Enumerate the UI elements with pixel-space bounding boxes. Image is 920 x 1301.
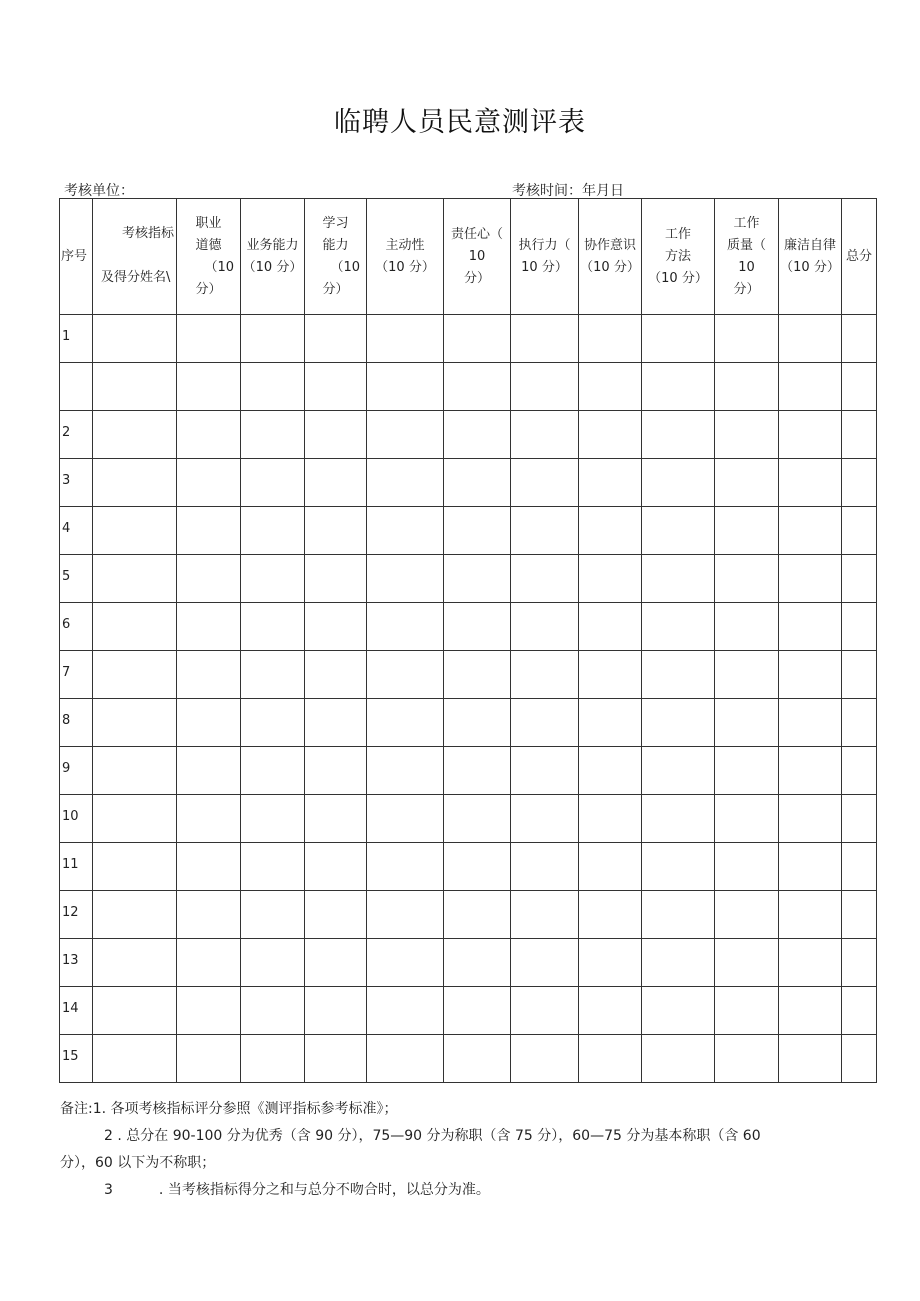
score-cell[interactable]: [579, 699, 642, 747]
note-line-4: [60, 1177, 840, 1204]
table-row: [60, 651, 877, 699]
score-cell[interactable]: [305, 987, 367, 1035]
header-diagonal: [93, 199, 177, 315]
score-cell[interactable]: [715, 987, 779, 1035]
score-cell[interactable]: [779, 795, 842, 843]
row-number-text: 7: [62, 664, 71, 680]
score-cell[interactable]: [305, 939, 367, 987]
header-seq: 序号: [60, 199, 93, 315]
score-cell[interactable]: [367, 555, 444, 603]
score-cell[interactable]: [779, 459, 842, 507]
score-cell[interactable]: [511, 459, 579, 507]
table-row: [60, 315, 877, 363]
table-row: [60, 891, 877, 939]
note-line-4-number: 3: [104, 1182, 113, 1198]
score-cell[interactable]: [241, 651, 305, 699]
score-cell[interactable]: [511, 939, 579, 987]
score-cell[interactable]: [305, 891, 367, 939]
table-row: [60, 1035, 877, 1083]
score-cell[interactable]: [642, 363, 715, 411]
score-cell[interactable]: [177, 1035, 241, 1083]
score-cell[interactable]: [511, 747, 579, 795]
score-cell[interactable]: [842, 843, 877, 891]
score-cell[interactable]: [779, 843, 842, 891]
note-line-2: 2 . 总分在 90-100 分为优秀（含 90 分），75—90 分为称职（含 75 分），60—75 分为基本称职（含 60: [104, 1128, 761, 1144]
score-cell[interactable]: [842, 363, 877, 411]
row-number-text: 11: [62, 856, 79, 872]
table-row: [60, 459, 877, 507]
score-cell[interactable]: [715, 411, 779, 459]
score-cell[interactable]: [642, 795, 715, 843]
score-cell[interactable]: [367, 651, 444, 699]
score-cell[interactable]: [367, 843, 444, 891]
table-row: [60, 411, 877, 459]
score-cell[interactable]: [444, 459, 511, 507]
score-cell[interactable]: [715, 795, 779, 843]
score-cell[interactable]: [367, 315, 444, 363]
score-cell[interactable]: [842, 699, 877, 747]
score-cell[interactable]: [305, 555, 367, 603]
score-cell[interactable]: [579, 891, 642, 939]
score-cell[interactable]: [444, 507, 511, 555]
score-cell[interactable]: [93, 459, 177, 507]
score-cell[interactable]: [444, 843, 511, 891]
score-cell[interactable]: [511, 411, 579, 459]
score-cell[interactable]: [579, 315, 642, 363]
score-cell[interactable]: [93, 603, 177, 651]
evaluation-table: [59, 198, 877, 1083]
score-cell[interactable]: [842, 459, 877, 507]
score-cell[interactable]: [444, 939, 511, 987]
table-row: [60, 507, 877, 555]
score-cell[interactable]: [305, 795, 367, 843]
score-cell[interactable]: [444, 795, 511, 843]
score-cell[interactable]: [444, 411, 511, 459]
score-cell[interactable]: [305, 507, 367, 555]
score-cell[interactable]: [779, 1035, 842, 1083]
header-row: [60, 199, 877, 315]
score-cell[interactable]: [444, 699, 511, 747]
row-number: [60, 507, 93, 555]
score-cell[interactable]: [305, 651, 367, 699]
score-cell[interactable]: [241, 507, 305, 555]
score-cell[interactable]: [367, 939, 444, 987]
score-cell[interactable]: [842, 987, 877, 1035]
score-cell[interactable]: [177, 891, 241, 939]
score-cell[interactable]: [642, 747, 715, 795]
score-cell[interactable]: [715, 747, 779, 795]
score-cell[interactable]: [367, 411, 444, 459]
score-cell[interactable]: [444, 603, 511, 651]
score-cell[interactable]: [305, 603, 367, 651]
score-cell[interactable]: [511, 363, 579, 411]
score-cell[interactable]: [241, 1035, 305, 1083]
score-cell[interactable]: [444, 363, 511, 411]
score-cell[interactable]: [715, 315, 779, 363]
score-cell[interactable]: [779, 651, 842, 699]
row-number: [60, 651, 93, 699]
score-cell[interactable]: [444, 987, 511, 1035]
row-number: [60, 699, 93, 747]
row-number: [60, 363, 93, 411]
header-professional-ethics: 职业 道德 （10 分）: [177, 199, 241, 315]
row-number: [60, 939, 93, 987]
header-diag-bottom: 及得分姓名\: [101, 270, 171, 285]
row-number-text: 1: [62, 328, 71, 344]
row-number-text: 2: [62, 424, 71, 440]
score-cell[interactable]: [642, 1035, 715, 1083]
score-cell[interactable]: [511, 795, 579, 843]
score-cell[interactable]: [367, 459, 444, 507]
score-cell[interactable]: [93, 411, 177, 459]
score-cell[interactable]: [715, 363, 779, 411]
score-cell[interactable]: [305, 459, 367, 507]
score-cell[interactable]: [511, 843, 579, 891]
score-cell[interactable]: [779, 747, 842, 795]
score-cell[interactable]: [715, 507, 779, 555]
row-number: [60, 459, 93, 507]
row-number-text: 4: [62, 520, 71, 536]
header-business-ability: 业务能力 （10 分）: [241, 199, 305, 315]
score-cell[interactable]: [842, 939, 877, 987]
row-number: [60, 555, 93, 603]
score-cell[interactable]: [642, 651, 715, 699]
table-row: [60, 987, 877, 1035]
score-cell[interactable]: [842, 315, 877, 363]
score-cell[interactable]: [241, 459, 305, 507]
score-cell[interactable]: [241, 939, 305, 987]
score-cell[interactable]: [241, 411, 305, 459]
score-cell[interactable]: [93, 1035, 177, 1083]
score-cell[interactable]: [305, 1035, 367, 1083]
score-cell[interactable]: [642, 939, 715, 987]
score-cell[interactable]: [367, 987, 444, 1035]
score-cell[interactable]: [177, 363, 241, 411]
score-cell[interactable]: [177, 459, 241, 507]
score-cell[interactable]: [642, 987, 715, 1035]
score-cell[interactable]: [715, 939, 779, 987]
score-cell[interactable]: [579, 651, 642, 699]
row-number-text: 13: [62, 952, 79, 968]
row-number-text: 3: [62, 472, 71, 488]
row-number-text: 5: [62, 568, 71, 584]
note-line-4-text: . 当考核指标得分之和与总分不吻合时，以总分为准。: [158, 1182, 490, 1198]
score-cell[interactable]: [642, 891, 715, 939]
score-cell[interactable]: [579, 747, 642, 795]
score-cell[interactable]: [177, 507, 241, 555]
table-row: [60, 603, 877, 651]
score-cell[interactable]: [93, 843, 177, 891]
note-line-1: 备注:1. 各项考核指标评分参照《测评指标参考标准》；: [60, 1101, 398, 1117]
score-cell[interactable]: [241, 363, 305, 411]
row-number-text: 8: [62, 712, 71, 728]
header-integrity: 廉洁自律 （10 分）: [779, 199, 842, 315]
note-line-3: 分），60 以下为不称职；: [60, 1155, 216, 1171]
score-cell[interactable]: [715, 555, 779, 603]
time-label: 考核时间：年月日: [512, 183, 624, 199]
row-number: [60, 891, 93, 939]
score-cell[interactable]: [715, 843, 779, 891]
row-number-text: 12: [62, 904, 79, 920]
score-cell[interactable]: [579, 603, 642, 651]
score-cell[interactable]: [444, 891, 511, 939]
row-number: [60, 411, 93, 459]
score-cell[interactable]: [93, 363, 177, 411]
score-cell[interactable]: [241, 555, 305, 603]
score-cell[interactable]: [715, 459, 779, 507]
score-cell[interactable]: [779, 987, 842, 1035]
score-cell[interactable]: [305, 699, 367, 747]
score-cell[interactable]: [511, 651, 579, 699]
score-cell[interactable]: [511, 555, 579, 603]
score-cell[interactable]: [177, 987, 241, 1035]
score-cell[interactable]: [93, 795, 177, 843]
score-cell[interactable]: [444, 651, 511, 699]
score-cell[interactable]: [367, 1035, 444, 1083]
score-cell[interactable]: [579, 555, 642, 603]
score-cell[interactable]: [579, 795, 642, 843]
header-responsibility: 责任心（ 10 分）: [444, 199, 511, 315]
score-cell[interactable]: [842, 411, 877, 459]
score-cell[interactable]: [305, 315, 367, 363]
score-cell[interactable]: [93, 747, 177, 795]
score-cell[interactable]: [177, 939, 241, 987]
score-cell[interactable]: [93, 315, 177, 363]
score-cell[interactable]: [241, 891, 305, 939]
score-cell[interactable]: [779, 699, 842, 747]
score-cell[interactable]: [305, 843, 367, 891]
table-row: [60, 699, 877, 747]
score-cell[interactable]: [715, 603, 779, 651]
score-cell[interactable]: [642, 315, 715, 363]
header-work-quality: 工作 质量（ 10 分）: [715, 199, 779, 315]
score-cell[interactable]: [579, 363, 642, 411]
score-cell[interactable]: [177, 747, 241, 795]
score-cell[interactable]: [579, 987, 642, 1035]
score-cell[interactable]: [715, 891, 779, 939]
score-cell[interactable]: [779, 891, 842, 939]
score-cell[interactable]: [367, 795, 444, 843]
score-cell[interactable]: [842, 507, 877, 555]
row-number-text: 10: [62, 808, 79, 824]
score-cell[interactable]: [715, 651, 779, 699]
notes: [60, 1096, 840, 1204]
score-cell[interactable]: [177, 795, 241, 843]
score-cell[interactable]: [177, 555, 241, 603]
score-cell[interactable]: [93, 651, 177, 699]
score-cell[interactable]: [367, 747, 444, 795]
score-cell[interactable]: [241, 699, 305, 747]
score-cell[interactable]: [93, 891, 177, 939]
score-cell[interactable]: [842, 555, 877, 603]
score-cell[interactable]: [177, 699, 241, 747]
score-cell[interactable]: [511, 891, 579, 939]
score-cell[interactable]: [511, 507, 579, 555]
unit-label: 考核单位：: [64, 183, 134, 199]
row-number: [60, 1035, 93, 1083]
score-cell[interactable]: [779, 603, 842, 651]
score-cell[interactable]: [779, 939, 842, 987]
score-cell[interactable]: [511, 315, 579, 363]
score-cell[interactable]: [93, 699, 177, 747]
score-cell[interactable]: [511, 1035, 579, 1083]
score-cell[interactable]: [93, 987, 177, 1035]
score-cell[interactable]: [779, 555, 842, 603]
score-cell[interactable]: [779, 411, 842, 459]
score-cell[interactable]: [642, 603, 715, 651]
score-cell[interactable]: [305, 363, 367, 411]
score-cell[interactable]: [842, 651, 877, 699]
table-row: [60, 843, 877, 891]
row-number: [60, 315, 93, 363]
score-cell[interactable]: [715, 1035, 779, 1083]
score-cell[interactable]: [367, 507, 444, 555]
score-cell[interactable]: [579, 843, 642, 891]
score-cell[interactable]: [642, 507, 715, 555]
header-work-method: 工作 方法 （10 分）: [642, 199, 715, 315]
row-number-text: 9: [62, 760, 71, 776]
page-title: 临聘人员民意测评表: [334, 107, 586, 138]
score-cell[interactable]: [241, 747, 305, 795]
header-total: 总分: [842, 199, 877, 315]
score-cell[interactable]: [579, 411, 642, 459]
score-cell[interactable]: [579, 939, 642, 987]
score-cell[interactable]: [93, 555, 177, 603]
score-cell[interactable]: [642, 699, 715, 747]
score-cell[interactable]: [241, 843, 305, 891]
row-number: [60, 987, 93, 1035]
table-row: [60, 795, 877, 843]
table-row: [60, 939, 877, 987]
header-learning-ability: 学习 能力 （10 分）: [305, 199, 367, 315]
row-number: [60, 843, 93, 891]
score-cell[interactable]: [842, 795, 877, 843]
score-cell[interactable]: [444, 555, 511, 603]
score-cell[interactable]: [93, 939, 177, 987]
score-cell[interactable]: [511, 699, 579, 747]
row-number: [60, 747, 93, 795]
score-cell[interactable]: [842, 747, 877, 795]
row-number-text: 15: [62, 1048, 79, 1064]
table-row: [60, 555, 877, 603]
score-cell[interactable]: [177, 651, 241, 699]
score-cell[interactable]: [177, 315, 241, 363]
score-cell[interactable]: [511, 603, 579, 651]
score-cell[interactable]: [241, 987, 305, 1035]
score-cell[interactable]: [93, 507, 177, 555]
score-cell[interactable]: [642, 459, 715, 507]
score-cell[interactable]: [579, 459, 642, 507]
score-cell[interactable]: [779, 363, 842, 411]
header-initiative: 主动性 （10 分）: [367, 199, 444, 315]
score-cell[interactable]: [241, 795, 305, 843]
score-cell[interactable]: [305, 411, 367, 459]
table-row: [60, 363, 877, 411]
score-cell[interactable]: [177, 603, 241, 651]
row-number-text: 14: [62, 1000, 79, 1016]
score-cell[interactable]: [779, 507, 842, 555]
score-cell[interactable]: [367, 603, 444, 651]
score-cell[interactable]: [241, 315, 305, 363]
score-cell[interactable]: [642, 411, 715, 459]
header-diag-top: 考核指标: [121, 226, 174, 241]
score-cell[interactable]: [511, 987, 579, 1035]
score-cell[interactable]: [579, 507, 642, 555]
row-number: [60, 603, 93, 651]
score-cell[interactable]: [444, 1035, 511, 1083]
row-number-text: 6: [62, 616, 71, 632]
score-cell[interactable]: [177, 843, 241, 891]
header-execution: 执行力（ 10 分）: [511, 199, 579, 315]
score-cell[interactable]: [444, 747, 511, 795]
score-cell[interactable]: [842, 603, 877, 651]
score-cell[interactable]: [842, 1035, 877, 1083]
table-row: [60, 747, 877, 795]
score-cell[interactable]: [842, 891, 877, 939]
score-cell[interactable]: [715, 699, 779, 747]
score-cell[interactable]: [367, 363, 444, 411]
score-cell[interactable]: [367, 699, 444, 747]
score-cell[interactable]: [642, 843, 715, 891]
score-cell[interactable]: [241, 603, 305, 651]
score-cell[interactable]: [642, 555, 715, 603]
score-cell[interactable]: [367, 891, 444, 939]
score-cell[interactable]: [444, 315, 511, 363]
row-number: [60, 795, 93, 843]
score-cell[interactable]: [779, 315, 842, 363]
header-collaboration: 协作意识 （10 分）: [579, 199, 642, 315]
score-cell[interactable]: [579, 1035, 642, 1083]
score-cell[interactable]: [305, 747, 367, 795]
score-cell[interactable]: [177, 411, 241, 459]
